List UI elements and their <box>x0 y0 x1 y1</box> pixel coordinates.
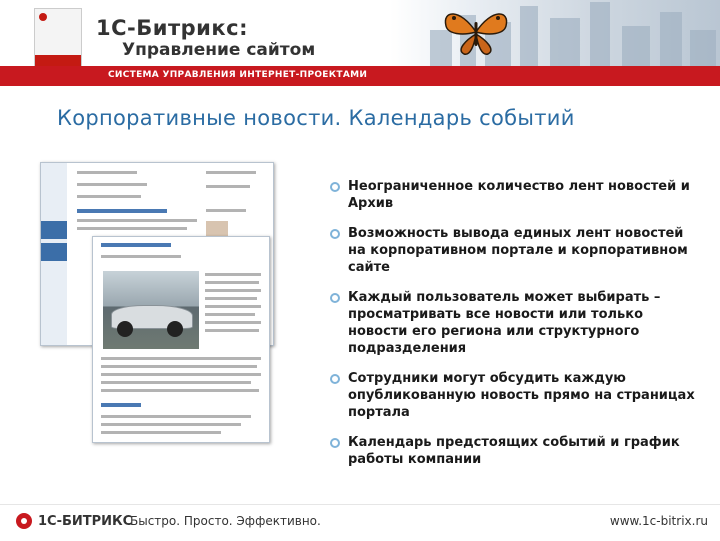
feature-item: Календарь предстоящих событий и график работы компании <box>330 434 700 468</box>
footer-url-link[interactable]: www.1c-bitrix.ru <box>609 514 708 528</box>
bullet-icon <box>330 438 340 448</box>
bullet-icon <box>330 229 340 239</box>
slide-title: Корпоративные новости. Календарь событий <box>57 106 575 130</box>
feature-list <box>330 178 700 481</box>
bullet-icon <box>330 374 340 384</box>
footer-slogan: Быстро. Просто. Эффективно. <box>130 514 321 528</box>
tagline-text: СИСТЕМА УПРАВЛЕНИЯ ИНТЕРНЕТ-ПРОЕКТАМИ <box>108 70 368 80</box>
slide-header <box>0 0 720 88</box>
feature-item: Неограниченное количество лент новостей и Архив <box>330 178 700 212</box>
butterfly-icon <box>440 4 512 60</box>
bitrix-logo-icon <box>39 13 47 21</box>
brand-title: 1С-Битрикс: <box>96 16 248 40</box>
feature-item: Возможность вывода единых лент новостей на корпоративном портале и корпоративном сайте <box>330 225 700 276</box>
bullet-icon <box>330 182 340 192</box>
footer-brand: 1С-БИТРИКС <box>38 514 133 529</box>
news-screenshot-front <box>92 236 270 443</box>
slide-footer <box>0 504 720 541</box>
tagline-bar <box>0 66 720 86</box>
car-photo <box>103 271 199 349</box>
brand-subtitle: Управление сайтом <box>122 40 316 60</box>
bitrix-logo-icon <box>16 513 32 529</box>
feature-item: Сотрудники могут обсудить каждую опубликованную новость прямо на страницах портала <box>330 370 700 421</box>
product-box-image <box>34 8 82 72</box>
feature-item: Каждый пользователь может выбирать – просматривать все новости или только новости его региона или структурного подразделения <box>330 289 700 357</box>
bullet-icon <box>330 293 340 303</box>
